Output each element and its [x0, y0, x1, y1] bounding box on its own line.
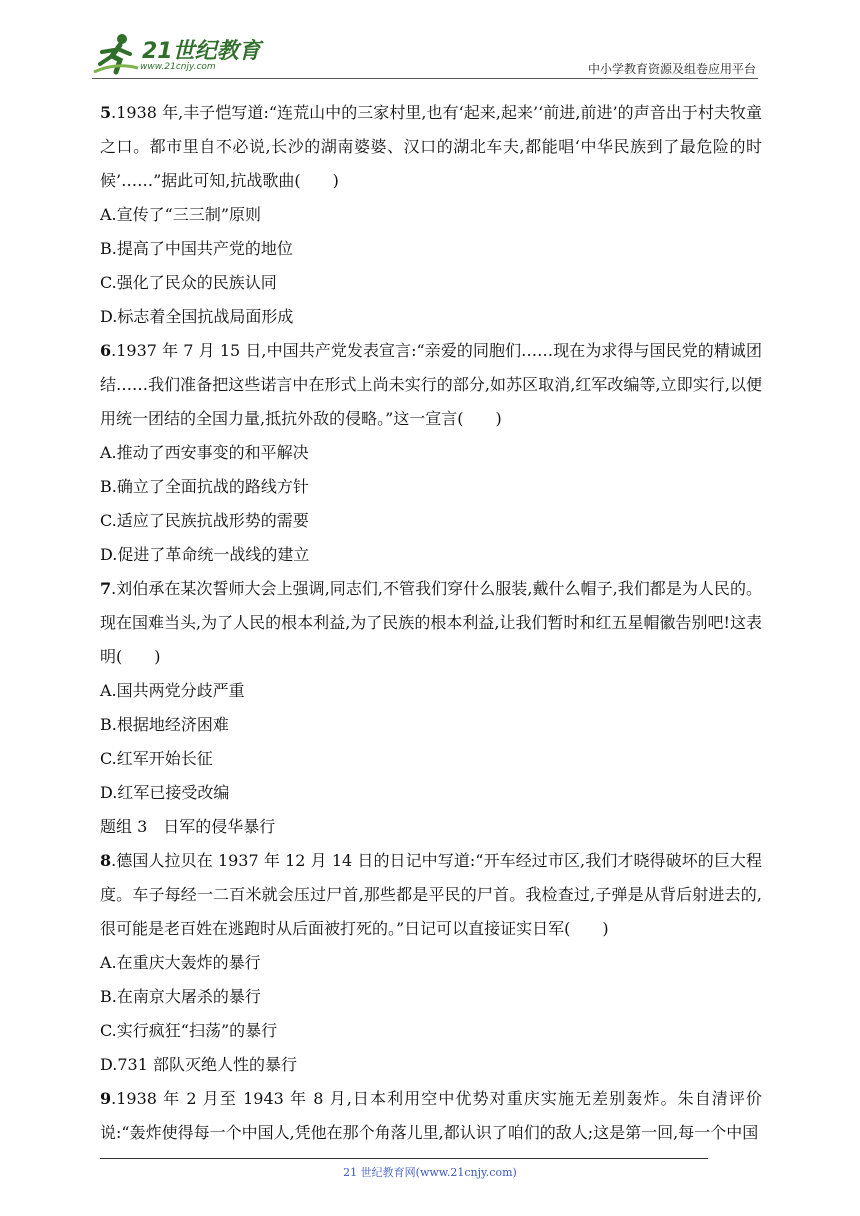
option-d: D.标志着全国抗战局面形成: [100, 307, 294, 326]
question-7: [100, 572, 762, 810]
question-6: [100, 334, 762, 572]
option-c: C.适应了民族抗战形势的需要: [100, 511, 309, 530]
question-9: [100, 1082, 762, 1150]
option-c: C.实行疯狂“扫荡”的暴行: [100, 1021, 278, 1040]
option-a: A.宣传了“三三制”原则: [100, 205, 262, 224]
logo: [92, 32, 262, 76]
option-c: C.强化了民众的民族认同: [100, 273, 277, 292]
question-content: [100, 96, 762, 1150]
question-text: 5.1938 年,丰子恺写道:“连荒山中的三家村里,也有‘起来,起来’‘前进,前进’的声音出于村夫牧童之口。都市里自不必说,长沙的湖南婆婆、汉口的湖北车夫,都能唱‘中华民族到了最危险的时候’……”据此可知,抗战歌曲( ): [100, 103, 762, 190]
page-footer: 21 世纪教育网(www.21cnjy.com): [343, 1166, 517, 1179]
logo-text: 21世纪教育: [142, 39, 261, 64]
page-header: [0, 0, 860, 82]
option-b: B.在南京大屠杀的暴行: [100, 987, 261, 1006]
question-text: 7.刘伯承在某次誓师大会上强调,同志们,不管我们穿什么服装,戴什么帽子,我们都是为人民的。现在国难当头,为了人民的根本利益,为了民族的根本利益,让我们暂时和红五星帽徽告别吧!这表明( ): [100, 579, 762, 666]
option-a: A.推动了西安事变的和平解决: [100, 443, 309, 462]
option-d: D.促进了革命统一战线的建立: [100, 545, 310, 564]
option-b: B.根据地经济困难: [100, 715, 229, 734]
logo-url: www.21cnjy.com: [140, 62, 216, 72]
option-d: D.红军已接受改编: [100, 783, 230, 802]
option-a: A.在重庆大轰炸的暴行: [100, 953, 261, 972]
question-text: 9.1938 年 2 月至 1943 年 8 月,日本利用空中优势对重庆实施无差别轰炸。朱自清评价说:“轰炸使得每一个中国人,凭他在那个角落儿里,都认识了咱们的敌人;这是第一回,每一个中国: [100, 1089, 762, 1142]
option-d: D.731 部队灭绝人性的暴行: [100, 1055, 297, 1074]
header-divider: [92, 78, 758, 79]
option-a: A.国共两党分歧严重: [100, 681, 245, 700]
question-5: [100, 96, 762, 334]
option-b: B.提高了中国共产党的地位: [100, 239, 293, 258]
question-text: 6.1937 年 7 月 15 日,中国共产党发表宣言:“亲爱的同胞们……现在为求得与国民党的精诚团结……我们准备把这些诺言中在形式上尚未实行的部分,如苏区取消,红军改编等,立即实行,以便用统一团结的全国力量,抵抗外敌的侵略。”这一宣言( ): [100, 341, 762, 428]
question-text: 8.德国人拉贝在 1937 年 12 月 14 日的日记中写道:“开车经过市区,我们才晓得破坏的巨大程度。车子每经一二百米就会压过尸首,那些都是平民的尸首。我检查过,子弹是从背后射进去的,很可能是老百姓在逃跑时从后面被打死的。”日记可以直接证实日军( ): [100, 851, 762, 938]
platform-title: 中小学教育资源及组卷应用平台: [587, 62, 756, 76]
section-title: 题组 3 日军的侵华暴行: [100, 817, 276, 836]
runner-logo-icon: [92, 32, 140, 76]
question-8: [100, 844, 762, 1082]
option-b: B.确立了全面抗战的路线方针: [100, 477, 309, 496]
footer-divider: [100, 1158, 708, 1159]
option-c: C.红军开始长征: [100, 749, 213, 768]
